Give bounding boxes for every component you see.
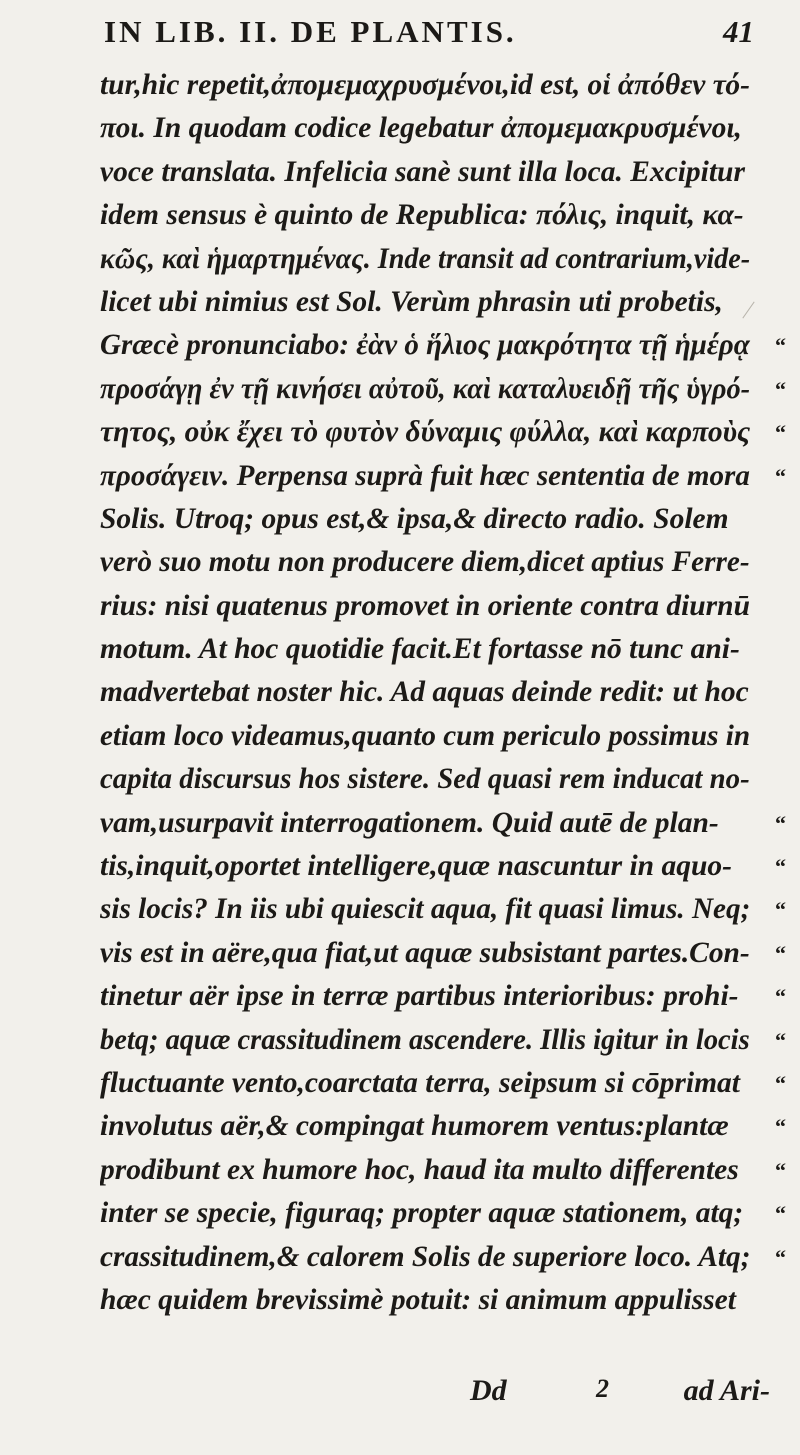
quotation-mark: “ — [775, 1157, 786, 1183]
quotation-mark: “ — [775, 810, 786, 836]
catchword: ad Ari- — [683, 1374, 770, 1407]
text-line-content: tinetur aër ipse in terræ partibus interioribus: prohi- — [100, 980, 739, 1013]
text-line — [100, 671, 790, 714]
text-line — [100, 107, 790, 150]
running-head: IN LIB. II. DE PLANTIS. — [104, 14, 517, 49]
text-line — [100, 281, 790, 324]
text-line — [100, 238, 790, 281]
signature-number: 2 — [596, 1374, 609, 1403]
text-line-content: Solis. Utroq; opus est,& ipsa,& directo radio. Solem — [100, 502, 729, 535]
text-line — [100, 1279, 790, 1322]
quotation-mark: “ — [775, 897, 786, 923]
text-line — [100, 151, 790, 194]
text-line — [100, 368, 790, 411]
text-line — [100, 975, 790, 1018]
text-line-content: capita discursus hos sistere. Sed quasi rem inducat no- — [100, 763, 750, 796]
text-line — [100, 585, 790, 628]
text-line-content: ποι. In quodam codice legebatur ἀπομεμακρυσμένοι, — [100, 112, 742, 145]
text-line — [100, 1062, 790, 1105]
text-line — [100, 324, 790, 367]
quotation-mark: “ — [775, 984, 786, 1010]
body-text — [100, 64, 790, 1322]
quotation-mark: “ — [775, 1070, 786, 1096]
text-line — [100, 758, 790, 801]
text-line-content: Græcè pronunciabo: ἐὰν ὁ ἥλιος μακρότητα τῇ ἡμέρᾳ — [100, 329, 750, 362]
text-line — [100, 541, 790, 584]
quotation-mark: “ — [775, 1114, 786, 1140]
text-line — [100, 1192, 790, 1235]
text-line — [100, 932, 790, 975]
text-line — [100, 194, 790, 237]
text-line — [100, 1149, 790, 1192]
signature-mark: Dd — [470, 1374, 507, 1407]
page-header — [104, 14, 780, 60]
quotation-mark: “ — [775, 420, 786, 446]
text-line — [100, 1236, 790, 1279]
text-line-content: tis,inquit,oportet intelligere,quæ nascuntur in aquo- — [100, 850, 732, 883]
text-line-content: hæc quidem brevissimè potuit: si animum appulisset — [100, 1283, 736, 1316]
text-line — [100, 455, 790, 498]
text-line — [100, 845, 790, 888]
text-line-content: motum. At hoc quotidie facit.Et fortasse nō tunc ani- — [100, 633, 740, 666]
quotation-mark: “ — [775, 463, 786, 489]
text-line-content: verò suo motu non producere diem,dicet aptius Ferre- — [100, 546, 750, 579]
text-line-content: idem sensus è quinto de Republica: πόλις, inquit, κα- — [100, 199, 744, 232]
text-line — [100, 64, 790, 107]
page-footer — [100, 1370, 790, 1414]
text-line-content: licet ubi nimius est Sol. Verùm phrasin uti probetis, — [100, 285, 723, 318]
text-line-content: voce translata. Infelicia sanè sunt illa loca. Excipitur — [100, 155, 745, 188]
text-line-content: sis locis? In iis ubi quiescit aqua, fit quasi limus. Neq; — [100, 893, 751, 926]
text-line-content: κῶς, καὶ ἡμαρτημένας. Inde transit ad contrarium,vide- — [100, 242, 751, 275]
text-line-content: tur,hic repetit,ἀπομεμαχρυσμένοι,id est, οἱ ἀπόθεν τό- — [100, 69, 750, 101]
text-line-content: inter se specie, figuraq; propter aquæ stationem, atq; — [100, 1197, 744, 1230]
quotation-mark: “ — [775, 1244, 786, 1270]
text-line-content: fluctuante vento,coarctata terra, seipsum si cōprimat — [100, 1066, 740, 1099]
text-line-content: prodibunt ex humore hoc, haud ita multo differentes — [100, 1153, 739, 1186]
text-line — [100, 715, 790, 758]
text-line — [100, 498, 790, 541]
text-line-content: rius: nisi quatenus promovet in oriente contra diurnū — [100, 589, 750, 622]
text-line — [100, 1105, 790, 1148]
text-line-content: madvertebat noster hic. Ad aquas deinde redit: ut hoc — [100, 676, 749, 709]
text-line-content: involutus aër,& compingat humorem ventus:plantæ — [100, 1110, 729, 1143]
text-line-content: betq; aquæ crassitudinem ascendere. Illis igitur in locis — [100, 1023, 750, 1056]
text-line — [100, 628, 790, 671]
text-line — [100, 802, 790, 845]
quotation-mark: “ — [775, 1027, 786, 1053]
text-line — [100, 1019, 790, 1062]
text-line — [100, 888, 790, 931]
text-line-content: τητος, οὐκ ἔχει τὸ φυτὸν δύναμις φύλλα, καὶ καρποὺς — [100, 416, 751, 449]
text-line-content: crassitudinem,& calorem Solis de superiore loco. Atq; — [100, 1240, 751, 1273]
quotation-mark: “ — [775, 1201, 786, 1227]
page-number: 41 — [723, 14, 754, 49]
text-line-content: vis est in aëre,qua fiat,ut aquæ subsistant partes.Con- — [100, 936, 750, 969]
quotation-mark: “ — [775, 940, 786, 966]
quotation-mark: “ — [775, 376, 786, 402]
text-line-content: etiam loco videamus,quanto cum periculo possimus in — [100, 719, 751, 752]
quotation-mark: “ — [775, 333, 786, 359]
quotation-mark: “ — [775, 854, 786, 880]
text-line-content: προσάγειν. Perpensa suprà fuit hæc sententia de mora — [100, 459, 750, 492]
text-line — [100, 411, 790, 454]
text-line-content: vam,usurpavit interrogationem. Quid autē de plan- — [100, 806, 719, 839]
text-line-content: προσάγῃ ἐν τῇ κινήσει αὐτοῦ, καὶ καταλυειδῇ τῆς ὑγρό- — [100, 372, 751, 405]
